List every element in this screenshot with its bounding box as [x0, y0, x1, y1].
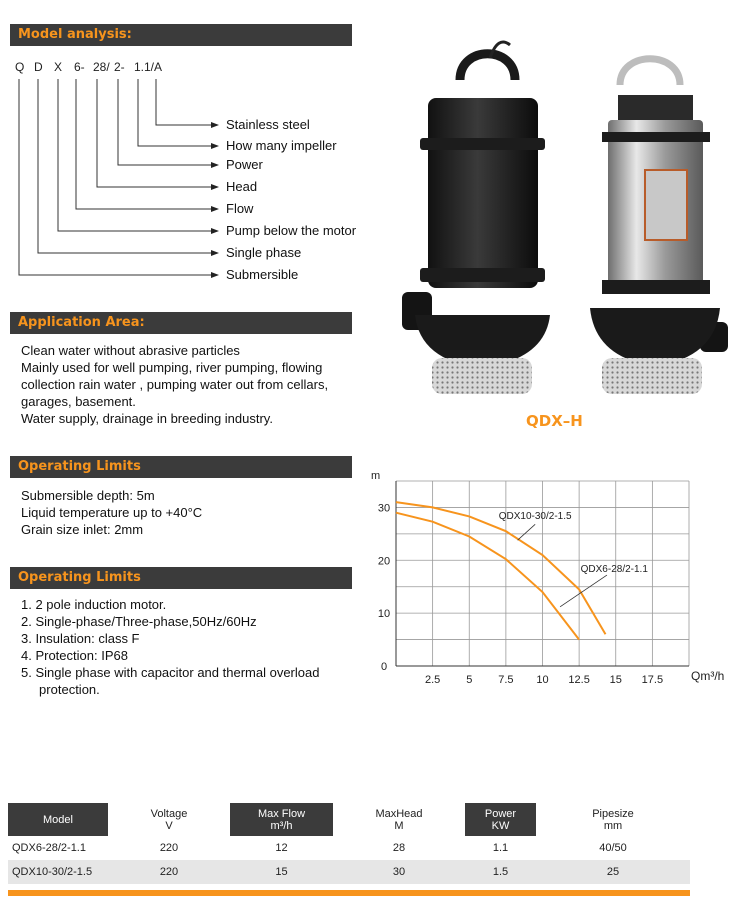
series-line: [396, 513, 579, 640]
pump-images: [380, 40, 740, 405]
label-single-phase: Single phase: [226, 245, 302, 260]
y-tick-label: 10: [377, 608, 391, 621]
col-header-pipesize: Pipesize mm: [536, 803, 690, 836]
spec-table: [8, 803, 690, 884]
table-cell: QDX10-30/2-1.5: [8, 860, 108, 884]
col-header-max-flow: Max Flow m³/h: [230, 803, 333, 836]
code-part: Q: [15, 60, 25, 74]
table-cell: 12: [275, 842, 288, 854]
x-tick-label: 10: [536, 674, 549, 686]
label-submersible: Submersible: [226, 267, 299, 282]
col-header-model: Model: [8, 803, 108, 836]
x-axis-label: Qm³/h: [691, 669, 725, 683]
list-item: 2. Single-phase/Three-phase,50Hz/60Hz: [21, 614, 257, 629]
table-cell: 220: [159, 842, 179, 854]
table-cell: 220: [108, 860, 230, 884]
table-cell: 25: [536, 860, 690, 884]
col-header-power: Power KW: [465, 803, 536, 836]
table-cell: 15: [230, 860, 333, 884]
operating-limits-text: [21, 487, 202, 538]
operating-limits-header-2: Operating Limits: [10, 567, 352, 589]
y-axis-label: m: [371, 470, 381, 482]
list-item: 3. Insulation: class F: [21, 631, 140, 646]
list-item: 4. Protection: IP68: [21, 648, 128, 663]
text-line: garages, basement.: [21, 394, 136, 409]
label-impeller: How many impeller: [226, 138, 337, 153]
table-row: [8, 860, 690, 884]
text-line: Liquid temperature up to +40°C: [21, 505, 203, 520]
performance-chart: [355, 455, 745, 695]
text-line: Water supply, drainage in breeding industry.: [21, 411, 273, 426]
table-cell: 1.5: [465, 860, 536, 884]
y-tick-label: 20: [377, 555, 391, 568]
text-line: Mainly used for well pumping, river pumping, flowing: [21, 360, 323, 375]
code-part: 2-: [114, 60, 125, 74]
code-part: 6-: [74, 60, 85, 74]
x-tick-label: 12.5: [568, 674, 590, 686]
list-item: 1. 2 pole induction motor.: [21, 597, 167, 612]
table-row: [8, 836, 690, 860]
y-tick-label: 30: [377, 502, 391, 515]
table-cell: 28: [392, 842, 406, 854]
application-area-text: [21, 342, 328, 427]
model-analysis-header: Model analysis:: [10, 24, 352, 46]
operating-limits-header: Operating Limits: [10, 456, 352, 478]
text-line: Grain size inlet: 2mm: [21, 522, 144, 537]
label-power: Power: [226, 157, 263, 172]
application-area-header: Application Area:: [10, 312, 352, 334]
footer-accent-bar: [8, 890, 690, 896]
text-line: Submersible depth: 5m: [21, 488, 155, 503]
code-part: 1.1/A: [134, 60, 163, 74]
x-tick-label: 15: [609, 674, 622, 686]
col-header-voltage: Voltage V: [108, 803, 230, 836]
pump-black-image: [402, 42, 550, 394]
x-tick-label: 2.5: [424, 674, 441, 686]
label-flow: Flow: [226, 201, 254, 216]
label-pump-position: Pump below the motor: [226, 223, 357, 238]
x-tick-label: 7.5: [498, 674, 514, 686]
list-item: 5. Single phase with capacitor and thermal overload: [21, 665, 320, 680]
code-part: D: [34, 60, 43, 74]
list-item: protection.: [21, 682, 100, 697]
code-part: 28/: [93, 60, 110, 74]
x-tick-label: 17.5: [641, 674, 664, 686]
label-stainless-steel: Stainless steel: [226, 117, 310, 132]
series-label: QDX10-30/2-1.5: [498, 511, 572, 523]
model-code-connectors: [0, 0, 230, 290]
code-part: X: [54, 60, 63, 74]
text-line: Clean water without abrasive particles: [21, 343, 240, 358]
text-line: collection rain water , pumping water out from cellars,: [21, 377, 329, 392]
table-cell: 1.1: [492, 842, 509, 854]
operating-limits-list: [21, 596, 319, 698]
y-tick-label: 0: [380, 661, 388, 673]
label-leader-line: [560, 575, 607, 607]
product-caption: QDX–H: [526, 412, 583, 430]
label-leader-line: [518, 524, 536, 540]
label-head: Head: [226, 179, 258, 194]
col-header-max-head: MaxHead M: [333, 803, 465, 836]
table-cell: 30: [333, 860, 465, 884]
pump-stainless-image: [590, 59, 728, 394]
table-cell: QDX6-28/2-1.1: [12, 842, 86, 854]
table-cell: 40/50: [599, 842, 627, 854]
x-tick-label: 5: [466, 674, 473, 686]
series-label: QDX6-28/2-1.1: [580, 563, 648, 575]
